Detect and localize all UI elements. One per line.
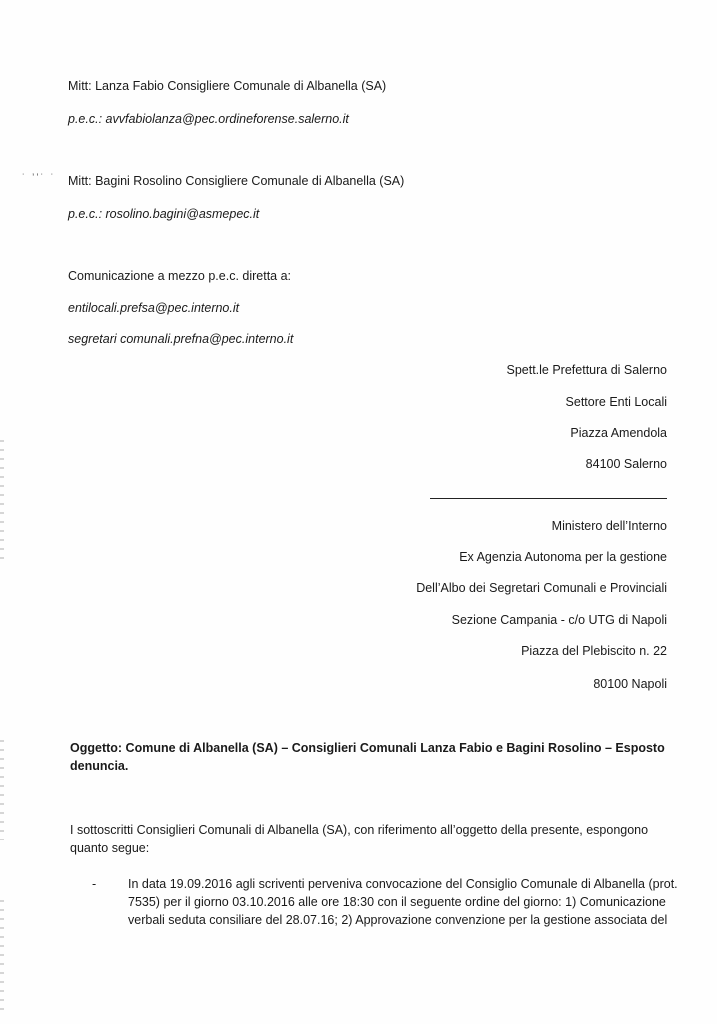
scan-speck: ˙ ʼʼ˙ ˙ xyxy=(22,173,56,184)
sender-1-mitt: Mitt: Lanza Fabio Consigliere Comunale di Albanella (SA) xyxy=(68,79,387,93)
body-intro-line-2: quanto segue: xyxy=(70,841,150,855)
sender-1-pec: p.e.c.: avvfabiolanza@pec.ordineforense.salerno.it xyxy=(68,112,349,126)
bullet-dash: - xyxy=(92,877,97,891)
recipient-2-line-3: Dell’Albo dei Segretari Comunali e Provinciali xyxy=(416,581,667,595)
sender-2-mitt: Mitt: Bagini Rosolino Consigliere Comunale di Albanella (SA) xyxy=(68,174,405,188)
bullet-line-3: verbali seduta consiliare del 28.07.16; 2) Approvazione convenzione per la gestione associata del xyxy=(128,913,668,927)
scan-edge-mark xyxy=(0,740,4,840)
recipient-2-line-1: Ministero dell’Interno xyxy=(551,519,667,533)
recipient-1-line-1: Spett.le Prefettura di Salerno xyxy=(506,363,667,377)
recipient-2-line-5: Piazza del Plebiscito n. 22 xyxy=(521,644,667,658)
recipient-1-line-3: Piazza Amendola xyxy=(570,426,667,440)
bullet-line-2: 7535) per il giorno 03.10.2016 alle ore 18:30 con il seguente ordine del giorno: 1) Comunicazione xyxy=(128,895,666,909)
recipient-2-line-2: Ex Agenzia Autonoma per la gestione xyxy=(459,550,667,564)
scan-edge-mark xyxy=(0,900,4,1010)
body-intro-line-1: I sottoscritti Consiglieri Comunali di Albanella (SA), con riferimento all’oggetto della presente, espongono xyxy=(70,823,649,837)
scan-edge-mark xyxy=(0,440,4,560)
oggetto-line-1: Oggetto: Comune di Albanella (SA) – Consiglieri Comunali Lanza Fabio e Bagini Rosolino – Esposto xyxy=(70,741,665,755)
recipient-2-line-4: Sezione Campania - c/o UTG di Napoli xyxy=(451,613,667,627)
bullet-line-1: In data 19.09.2016 agli scriventi perveniva convocazione del Consiglio Comunale di Albanella (prot. xyxy=(128,877,678,891)
pec-address-2: segretari comunali.prefna@pec.interno.it xyxy=(68,332,294,346)
oggetto-line-2: denuncia. xyxy=(70,759,129,773)
recipient-2-line-6: 80100 Napoli xyxy=(593,677,667,691)
recipient-1-line-2: Settore Enti Locali xyxy=(565,395,667,409)
sender-2-pec: p.e.c.: rosolino.bagini@asmepec.it xyxy=(68,207,260,221)
comunicazione-intro: Comunicazione a mezzo p.e.c. diretta a: xyxy=(68,269,292,283)
pec-address-1: entilocali.prefsa@pec.interno.it xyxy=(68,301,240,315)
separator-rule xyxy=(430,498,667,499)
recipient-1-line-4: 84100 Salerno xyxy=(585,457,667,471)
